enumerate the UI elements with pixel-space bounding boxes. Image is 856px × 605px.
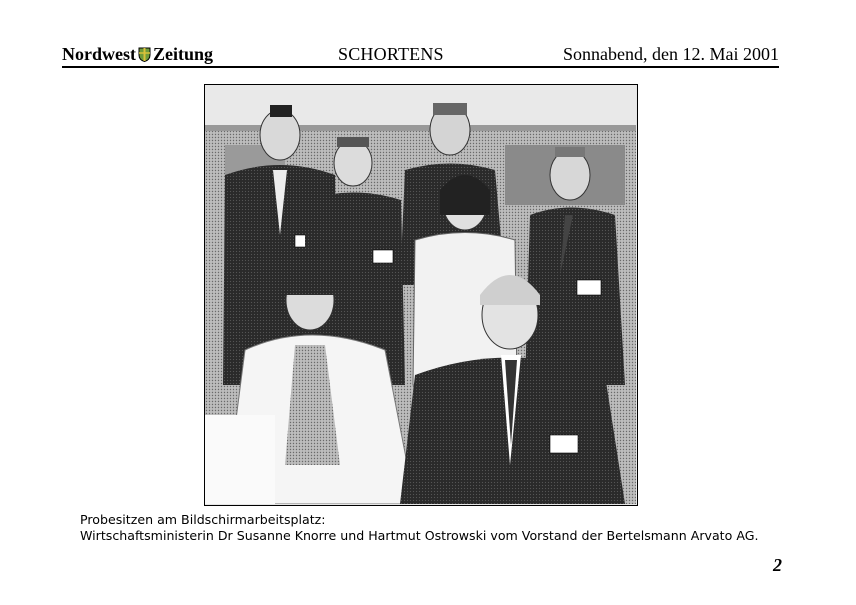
photo-caption bbox=[80, 512, 780, 544]
page-number: 2 bbox=[773, 555, 782, 575]
caption-line-2: Wirtschaftsministerin Dr Susanne Knorre und Hartmut Ostrowski vom Vorstand der Bertelsmann Arvato AG. bbox=[80, 528, 759, 543]
brand-name-right: Zeitung bbox=[153, 44, 214, 64]
issue-date: Sonnabend, den 12. Mai 2001 bbox=[563, 44, 779, 64]
photo-illustration bbox=[205, 85, 636, 504]
brand-name-left: Nordwest bbox=[62, 44, 136, 64]
crest-icon bbox=[138, 47, 151, 62]
caption-line-1: Probesitzen am Bildschirmarbeitsplatz: bbox=[80, 512, 326, 527]
section-title: SCHORTENS bbox=[338, 44, 444, 64]
masthead bbox=[62, 42, 779, 68]
news-photo bbox=[204, 84, 638, 506]
newspaper-brand bbox=[62, 44, 213, 65]
